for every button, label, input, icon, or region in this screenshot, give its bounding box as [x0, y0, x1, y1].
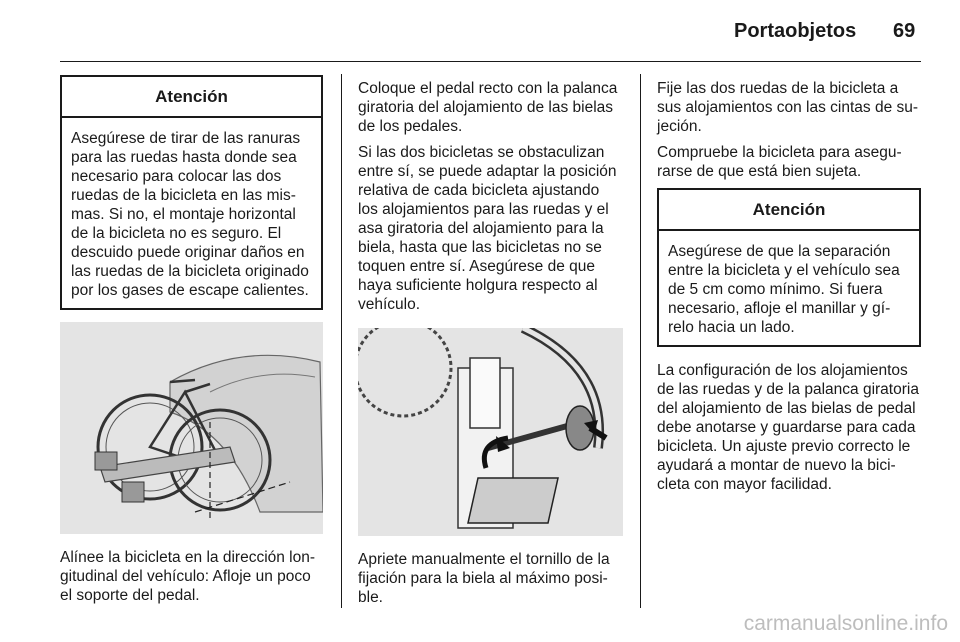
column-2: [358, 79, 623, 614]
warning-box-1: [60, 75, 323, 310]
column-divider-2: [640, 74, 641, 608]
page-number: 69: [893, 20, 916, 42]
paragraph-pedal: Coloque el pedal recto con la palanca giratoria del alojamiento de las bielas de los pedales.: [358, 80, 618, 135]
paragraph-settings: La configuración de los alojamientos de las ruedas y de la palanca giratoria del alojamiento de las bielas de pedal debe anotarse y guardarse para cada bicicleta. Un ajuste previo correcto le ayudará a montar de nuevo la bici- cleta con mayor facilidad.: [657, 362, 919, 493]
column-divider-1: [341, 74, 342, 608]
paragraph-two-bikes: Si las dos bicicletas se obstaculizan entre sí, se puede adaptar la posición relativa de cada bicicleta ajustando los alojamientos para las ruedas y el asa giratoria del alojamiento para la biela, hasta que las bicicletas no se toquen entre sí. Asegúrese de que haya suficiente holgura respecto al vehículo.: [358, 144, 617, 313]
watermark: carmanualsonline.info: [743, 612, 948, 635]
paragraph-check: Compruebe la bicicleta para asegu- rarse de que está bien sujeta.: [657, 144, 902, 180]
warning-text: Asegúrese de tirar de las ranuras para las ruedas hasta donde sea necesario para colocar las dos ruedas de la bicicleta en las mis- mas. Si no, el montaje horizontal de la bicicleta no es seguro. El descuido puede originar daños en las ruedas de la bicicleta originado por los gases de escape calientes.: [71, 130, 309, 299]
column-1: [60, 75, 323, 612]
paragraph-align-bike: Alínee la bicicleta en la dirección lon- gitudinal del vehículo: Afloje un poco el soporte del pedal.: [60, 549, 316, 604]
warning-text: Asegúrese de que la separación entre la bicicleta y el vehículo sea de 5 cm como mínimo. Si fuera necesario, afloje el manillar y gí- relo hacia un lado.: [668, 243, 900, 336]
section-title: Portaobjetos: [734, 20, 857, 42]
warning-title: Atención: [659, 190, 919, 231]
bike-carrier-illustration: [60, 322, 323, 534]
warning-box-2: [657, 188, 921, 347]
warning-title: Atención: [62, 77, 321, 118]
header-rule: [60, 61, 921, 62]
paragraph-straps: Fije las dos ruedas de la bicicleta a sus alojamientos con las cintas de su- jeción.: [657, 80, 919, 135]
pedal-crank-illustration: [358, 328, 623, 536]
column-3: [657, 79, 921, 501]
paragraph-tighten-screw: Apriete manualmente el tornillo de la fijación para la biela al máximo posi- ble.: [358, 551, 610, 606]
